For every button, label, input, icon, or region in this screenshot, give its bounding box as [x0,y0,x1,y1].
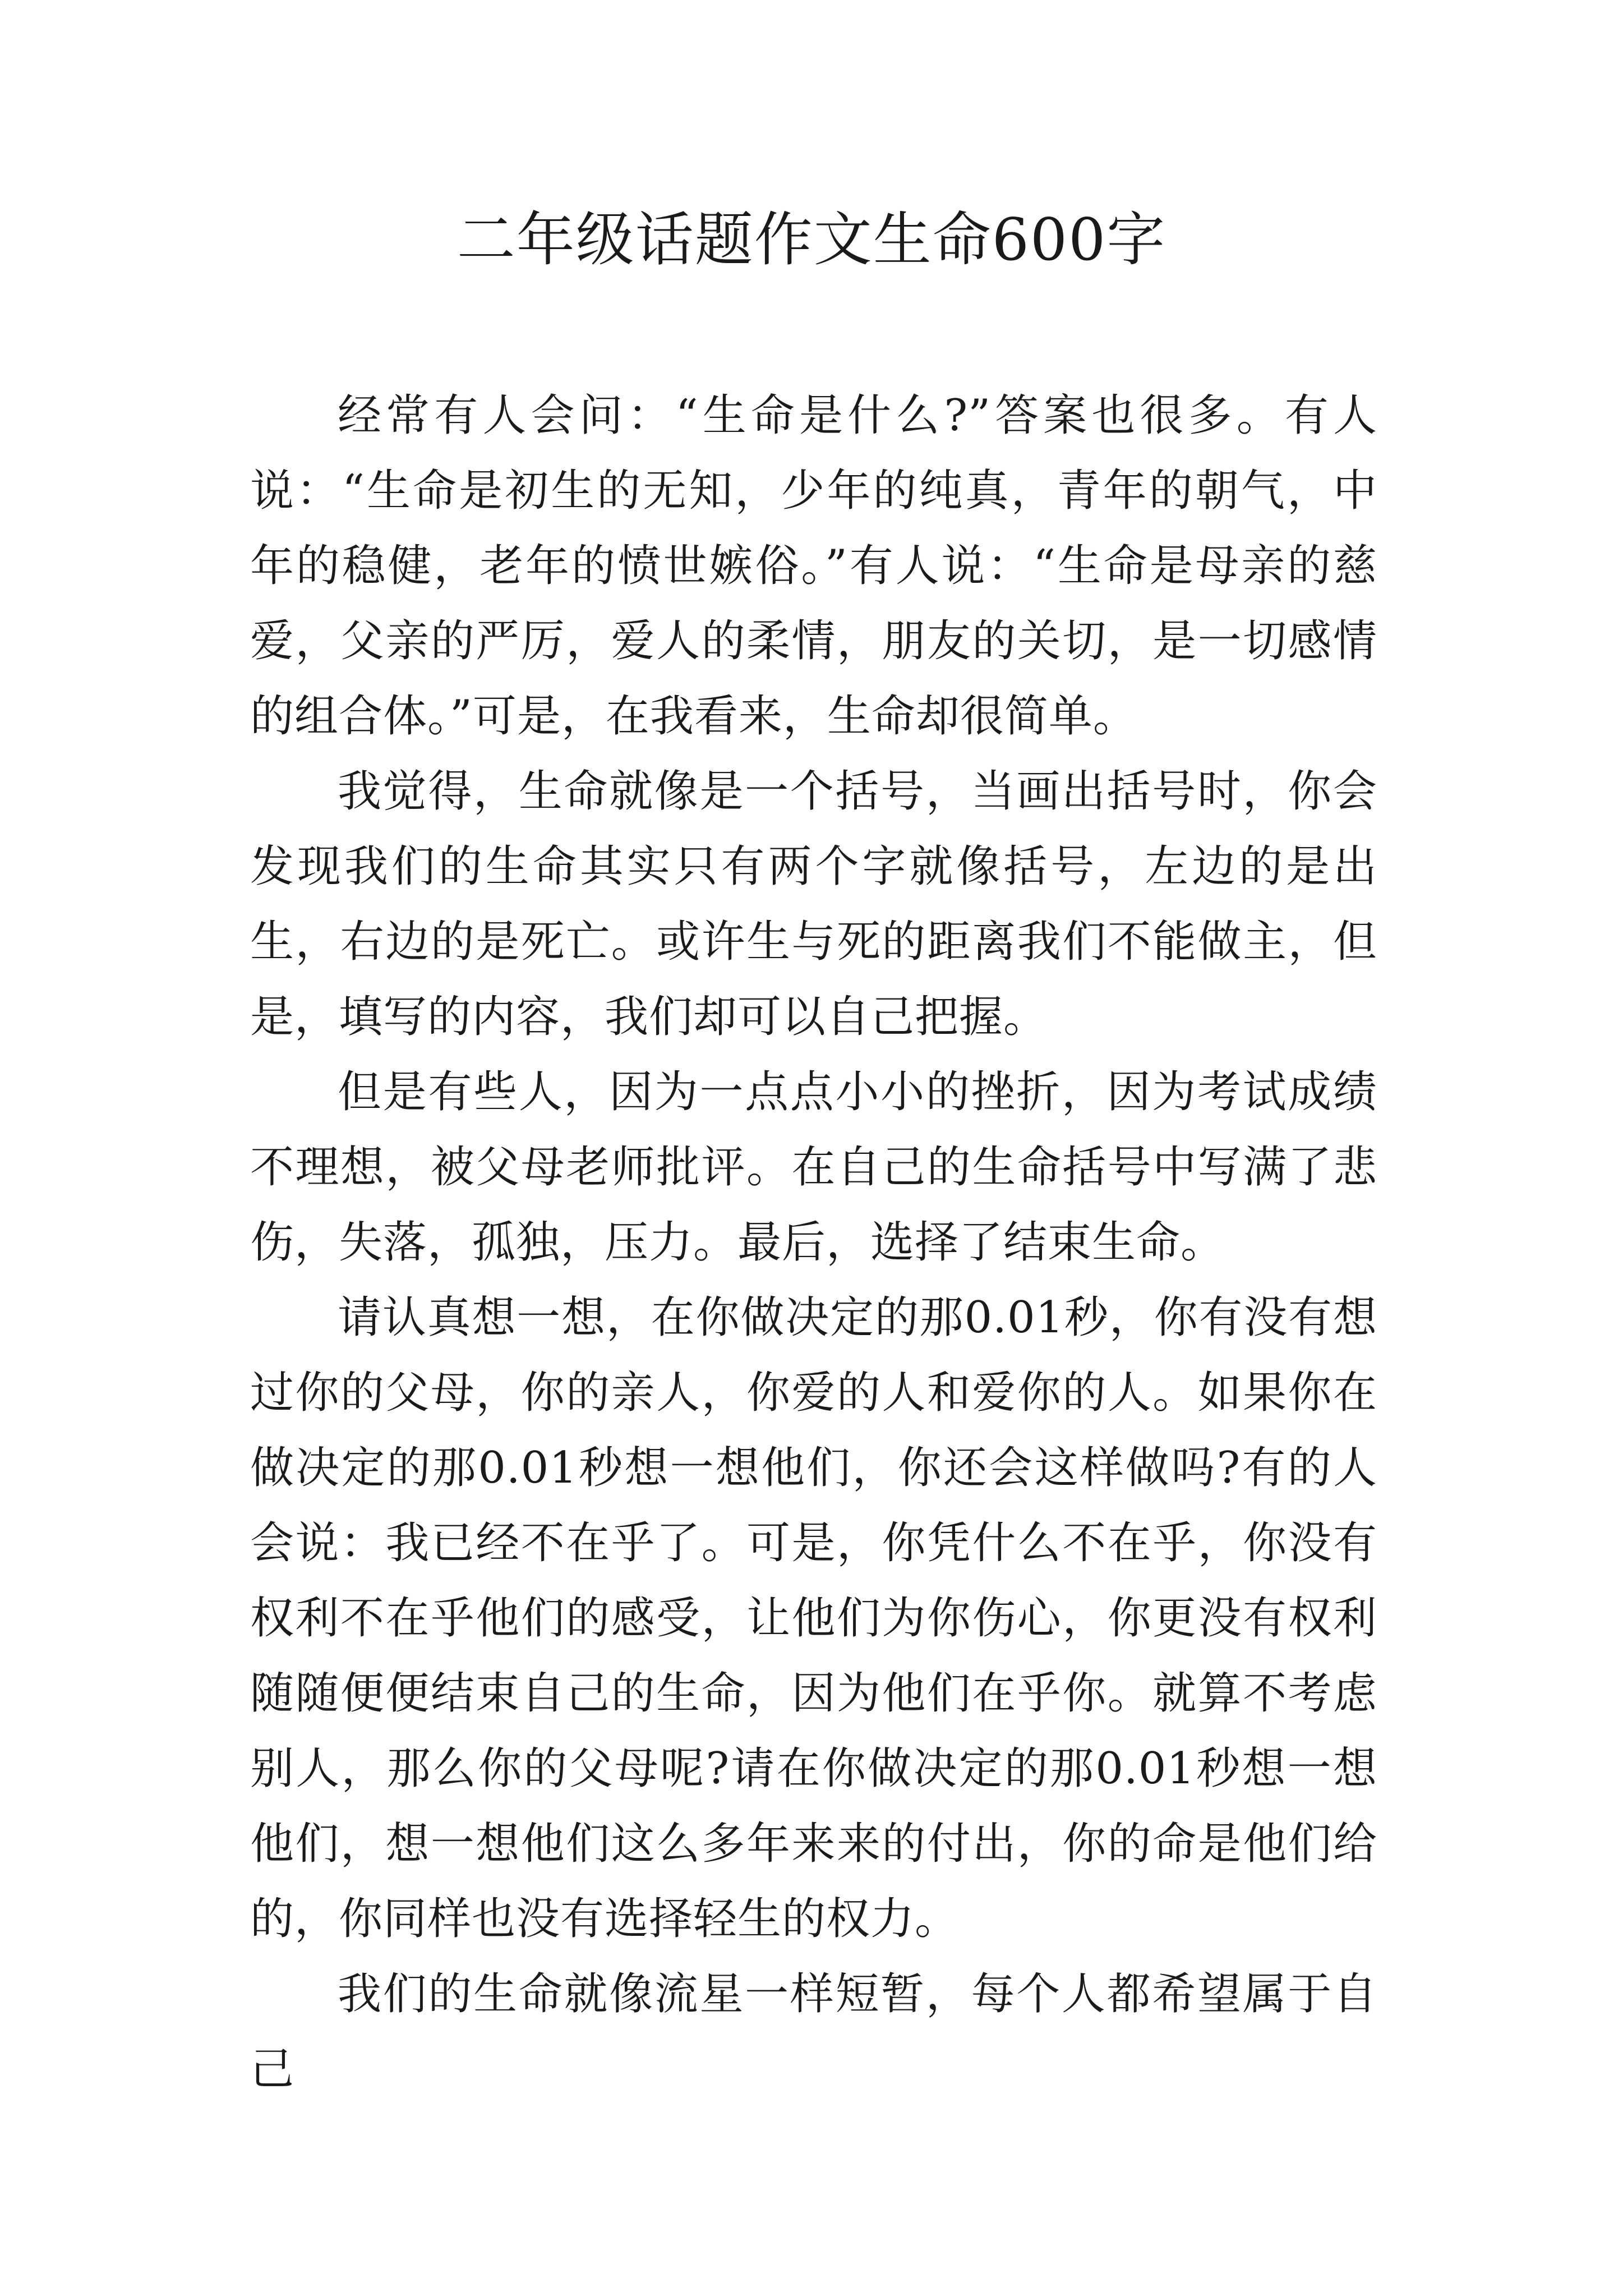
document-title: 二年级话题作文生命600字 [457,205,1166,274]
paragraph: 我觉得，生命就像是一个括号，当画出括号时，你会发现我们的生命其实只有两个字就像括号，左边的是出生，右边的是死亡。或许生与死的距离我们不能做主，但是，填写的内容，我们却可以自己把握。 [250,766,1377,1042]
document-body [250,378,1377,2107]
paragraph: 但是有些人，因为一点点小小的挫折，因为考试成绩不理想，被父母老师批评。在自己的生命括号中写满了悲伤，失落，孤独，压力。最后，选择了结束生命。 [250,1067,1377,1268]
paragraph: 请认真想一想，在你做决定的那0.01秒，你有没有想过你的父母，你的亲人，你爱的人和爱你的人。如果你在做决定的那0.01秒想一想他们，你还会这样做吗?有的人会说：我已经不在乎了。可是，你凭什么不在乎，你没有权利不在乎他们的感受，让他们为你伤心，你更没有权利随随便便结束自己的生命，因为他们在乎你。就算不考虑别人，那么你的父母呢?请在你做决定的那0.01秒想一想他们，想一想他们这么多年来来的付出，你的命是他们给的，你同样也没有选择轻生的权力。 [250,1292,1377,1944]
paragraph: 我们的生命就像流星一样短暂，每个人都希望属于自己 [250,1969,1377,2095]
paragraph: 经常有人会问：“生命是什么?”答案也很多。有人说：“生命是初生的无知，少年的纯真，青年的朝气，中年的稳健，老年的愤世嫉俗。”有人说：“生命是母亲的慈爱，父亲的严厉，爱人的柔情，朋友的关切，是一切感情的组合体。”可是，在我看来，生命却很简单。 [250,390,1377,742]
